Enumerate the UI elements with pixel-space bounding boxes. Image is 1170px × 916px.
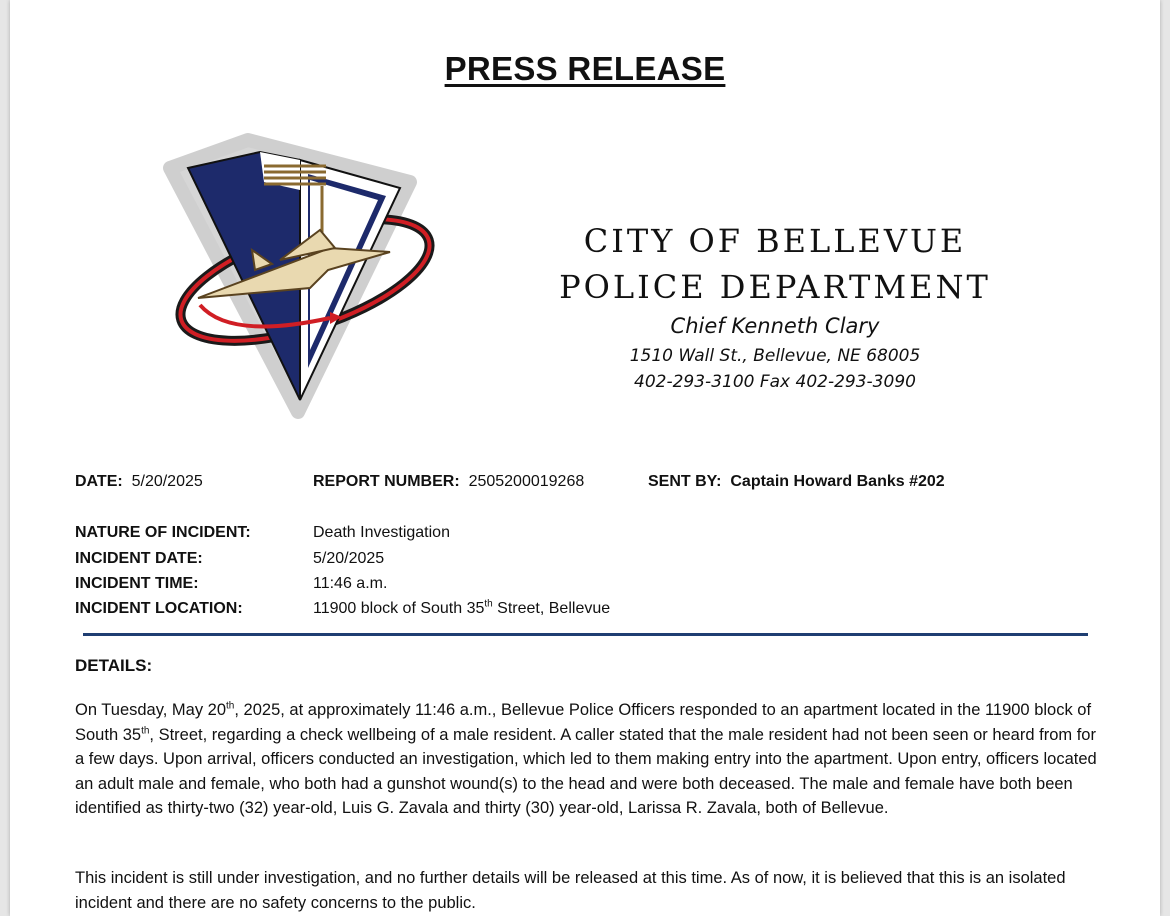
date-value: 5/20/2025 [131, 473, 203, 490]
page-title: PRESS RELEASE [444, 50, 726, 87]
incident-time-value: 11:46 a.m. [313, 575, 388, 592]
department-phone: 402-293-3100 Fax 402-293-3090 [634, 372, 916, 392]
sent-by-field [648, 473, 945, 491]
incident-location-label: INCIDENT LOCATION: [75, 600, 243, 617]
date-label: DATE: [75, 473, 123, 490]
divider-rule [83, 633, 1088, 636]
report-number-value: 2505200019268 [468, 473, 585, 490]
incident-location-value [313, 600, 610, 618]
location-pre: 11900 block of South 35 [313, 600, 485, 617]
location-sup: th [484, 598, 493, 610]
date-field [75, 473, 203, 491]
details-paragraph-2: This incident is still under investigation, and no further details will be released at this time. As of now, it is believed that this is an isolated incident and there are no safety concerns to the public. [75, 869, 1066, 912]
p1-sup-1: th [226, 700, 235, 712]
police-badge-logo [160, 130, 450, 420]
p1-part-a: On Tuesday, May 20 [75, 701, 227, 719]
incident-date-value: 5/20/2025 [313, 550, 385, 567]
p1-part-c: , Street, regarding a check wellbeing of a male resident. A caller stated that the male resident had not been seen or heard from for a few days. Upon arrival, officers conducted an investigation, which led to them making entry into the apartment. Upon entry, officers located an adult male and female, who both had a gunshot wound(s) to the head and were both deceased. The male and female have both been identified as thirty-two (32) year-old, Luis G. Zavala and thirty (30) year-old, Larissa R. Zavala, both of Bellevue. [75, 725, 1097, 817]
p1-sup-2: th [141, 725, 150, 736]
department-address: 1510 Wall St., Bellevue, NE 68005 [629, 346, 921, 366]
press-release-page [10, 0, 1160, 916]
p1-part-b: , 2025, at approximately 11:46 a.m., Bellevue Police Officers responded to an apartment located in the 11900 block of South 35 [75, 701, 1092, 744]
location-post: Street, Bellevue [492, 600, 611, 617]
department-city: CITY OF BELLEVUE [583, 222, 967, 260]
department-name: POLICE DEPARTMENT [559, 268, 991, 306]
nature-value: Death Investigation [313, 524, 450, 541]
incident-time-label: INCIDENT TIME: [75, 575, 199, 592]
sent-by-value: Captain Howard Banks #202 [730, 473, 945, 490]
details-heading: DETAILS: [75, 656, 153, 675]
department-chief: Chief Kenneth Clary [670, 314, 880, 338]
incident-date-label: INCIDENT DATE: [75, 550, 203, 567]
details-paragraph-1 [75, 698, 1105, 821]
nature-label: NATURE OF INCIDENT: [75, 524, 251, 541]
report-number-label: REPORT NUMBER: [313, 473, 460, 490]
report-number-field [313, 473, 584, 491]
sent-by-label: SENT BY: [648, 473, 722, 490]
